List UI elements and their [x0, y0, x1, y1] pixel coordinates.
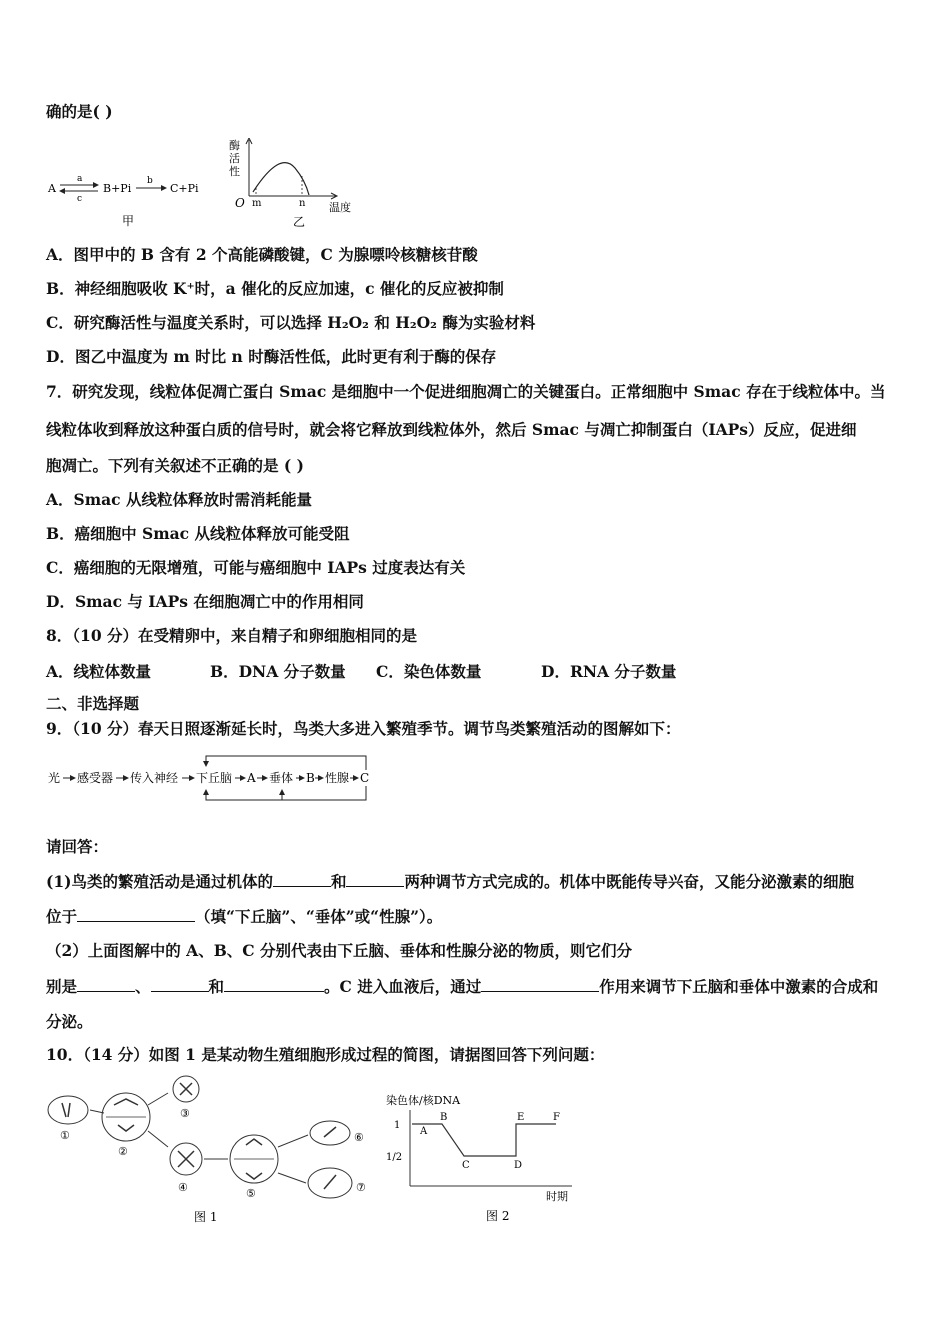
cell-7-label: ⑦	[356, 1181, 366, 1194]
answer-blank-5[interactable]	[151, 976, 209, 992]
q8-option-a: A．线粒体数量	[46, 662, 152, 681]
q9-part2-line1: （2）上面图解中的 A、B、C 分别代表由下丘脑、垂体和性腺分泌的物质，则它们分	[46, 941, 633, 960]
q9-part1-line2	[46, 906, 442, 927]
fig2-y1: 1	[394, 1120, 401, 1131]
q6-option-d: D．图乙中温度为 m 时比 n 时酶活性低，此时更有利于酶的保存	[46, 347, 497, 366]
fig2-point-D: D	[514, 1160, 523, 1171]
fig2-point-E: E	[517, 1112, 525, 1123]
fig2-title: 染色体/核DNA	[386, 1094, 461, 1107]
answer-blank-4[interactable]	[77, 976, 135, 992]
answer-blank-3[interactable]	[77, 906, 195, 922]
q9-please-answer: 请回答：	[46, 837, 109, 856]
answer-blank-7[interactable]	[481, 976, 599, 992]
diag-A: A	[247, 771, 256, 785]
jia-caption: 甲	[122, 214, 135, 228]
diag-C: C	[360, 771, 370, 785]
fig2-xlabel: 时期	[546, 1190, 568, 1203]
q8-option-c: C．染色体数量	[376, 662, 482, 681]
figure-jia	[46, 170, 206, 230]
q9-p3c: 和	[208, 977, 225, 996]
fig2-point-A: A	[420, 1126, 428, 1137]
q9-regulation-diagram	[46, 750, 376, 806]
yi-n: n	[299, 198, 306, 209]
answer-blank-6[interactable]	[224, 976, 324, 992]
q9-p3d: 。C 进入血液后，通过	[324, 977, 482, 996]
yi-ylabel-3: 性	[229, 165, 240, 178]
q9-p1a: (1)鸟类的繁殖活动是通过机体的	[46, 872, 273, 891]
answer-blank-2[interactable]	[346, 871, 404, 887]
q8-stem: 8．（10 分）在受精卵中，来自精子和卵细胞相同的是	[46, 626, 418, 645]
q10-figure-1	[46, 1075, 376, 1225]
figure-yi	[225, 138, 365, 230]
section-heading: 二、非选择题	[46, 694, 140, 713]
yi-caption: 乙	[293, 215, 306, 229]
figure-2-caption: 图 2	[486, 1209, 510, 1223]
cell-3-label: ③	[180, 1107, 190, 1120]
figure-1-caption: 图 1	[194, 1210, 218, 1224]
q7-stem-line3: 胞凋亡。下列有关叙述不正确的是 ( )	[46, 456, 304, 475]
answer-blank-1[interactable]	[273, 871, 331, 887]
q7-option-c: C．癌细胞的无限增殖，可能与癌细胞中 IAPs 过度表达有关	[46, 558, 466, 577]
yi-m: m	[252, 198, 262, 209]
q9-p1d: 位于	[46, 907, 78, 926]
q9-part1-line1	[46, 871, 854, 892]
yi-origin: O	[235, 196, 245, 210]
q9-part2-line3: 分泌。	[46, 1012, 93, 1031]
q7-option-a: A．Smac 从线粒体释放时需消耗能量	[46, 490, 312, 509]
jia-a: a	[77, 174, 83, 184]
q8-option-d: D．RNA 分子数量	[541, 662, 677, 681]
diag-hypothalamus: 下丘脑	[196, 771, 233, 785]
q7-option-d: D．Smac 与 IAPs 在细胞凋亡中的作用相同	[46, 592, 364, 611]
q9-p3b: 、	[135, 977, 151, 996]
fig2-point-F: F	[553, 1112, 560, 1123]
jia-BPi: B+Pi	[103, 182, 132, 195]
q9-p1e: （填“下丘脑”、“垂体”或“性腺”）。	[195, 907, 443, 926]
q7-stem-line2: 线粒体收到释放这种蛋白质的信号时，就会将它释放到线粒体外，然后 Smac 与凋亡抑制蛋白（IAPs）反应，促进细	[46, 420, 857, 439]
fig2-point-B: B	[440, 1112, 448, 1123]
cell-6-label: ⑥	[354, 1131, 364, 1144]
jia-A: A	[48, 182, 56, 195]
q9-p1b: 和	[330, 872, 347, 891]
q9-p3a: 别是	[46, 977, 78, 996]
q7-stem-line1: 7．研究发现，线粒体促凋亡蛋白 Smac 是细胞中一个促进细胞凋亡的关键蛋白。正常细胞中 Smac 存在于线粒体中。当	[46, 382, 886, 401]
diag-afferent: 传入神经	[130, 771, 179, 785]
yi-xlabel: 温度	[329, 201, 351, 214]
jia-CPi: C+Pi	[170, 182, 199, 195]
q8-option-b: B．DNA 分子数量	[210, 662, 346, 681]
cell-4-label: ④	[178, 1181, 188, 1194]
q10-figure-2	[380, 1088, 580, 1226]
jia-b: b	[147, 176, 153, 186]
diag-pituitary: 垂体	[269, 771, 294, 785]
diag-receptor: 感受器	[77, 771, 114, 785]
q9-part2-line2	[46, 976, 878, 997]
yi-ylabel-2: 活	[229, 152, 240, 165]
q7-option-b: B．癌细胞中 Smac 从线粒体释放可能受阻	[46, 524, 350, 543]
yi-ylabel-1: 酶	[229, 139, 240, 152]
diag-B: B	[306, 771, 315, 785]
q6-option-a: A．图甲中的 B 含有 2 个高能磷酸键，C 为腺嘌呤核糖核苷酸	[46, 245, 478, 264]
fig2-point-C: C	[462, 1160, 470, 1171]
q9-p1c: 两种调节方式完成的。机体中既能传导兴奋，又能分泌激素的细胞	[404, 872, 854, 891]
cell-5-label: ⑤	[246, 1187, 256, 1200]
fig2-yhalf: 1/2	[386, 1152, 403, 1163]
jia-c: c	[77, 194, 83, 204]
fig2-ratio-line	[412, 1124, 556, 1156]
q6-stem-tail: 确的是( )	[46, 102, 113, 121]
q6-option-c: C．研究酶活性与温度关系时，可以选择 H₂O₂ 和 H₂O₂ 酶为实验材料	[46, 313, 536, 332]
q6-option-b: B．神经细胞吸收 K⁺时，a 催化的反应加速，c 催化的反应被抑制	[46, 279, 504, 298]
cell-2-label: ②	[118, 1145, 128, 1158]
q9-p3e: 作用来调节下丘脑和垂体中激素的合成和	[599, 977, 879, 996]
diag-gonad: 性腺	[325, 771, 350, 785]
q10-stem: 10．（14 分）如图 1 是某动物生殖细胞形成过程的简图，请据图回答下列问题：	[46, 1045, 605, 1064]
cell-1-label: ①	[60, 1129, 70, 1142]
diag-light: 光	[48, 771, 61, 785]
q9-stem: 9．（10 分）春天日照逐渐延长时，鸟类大多进入繁殖季节。调节鸟类繁殖活动的图解如下：	[46, 719, 681, 738]
